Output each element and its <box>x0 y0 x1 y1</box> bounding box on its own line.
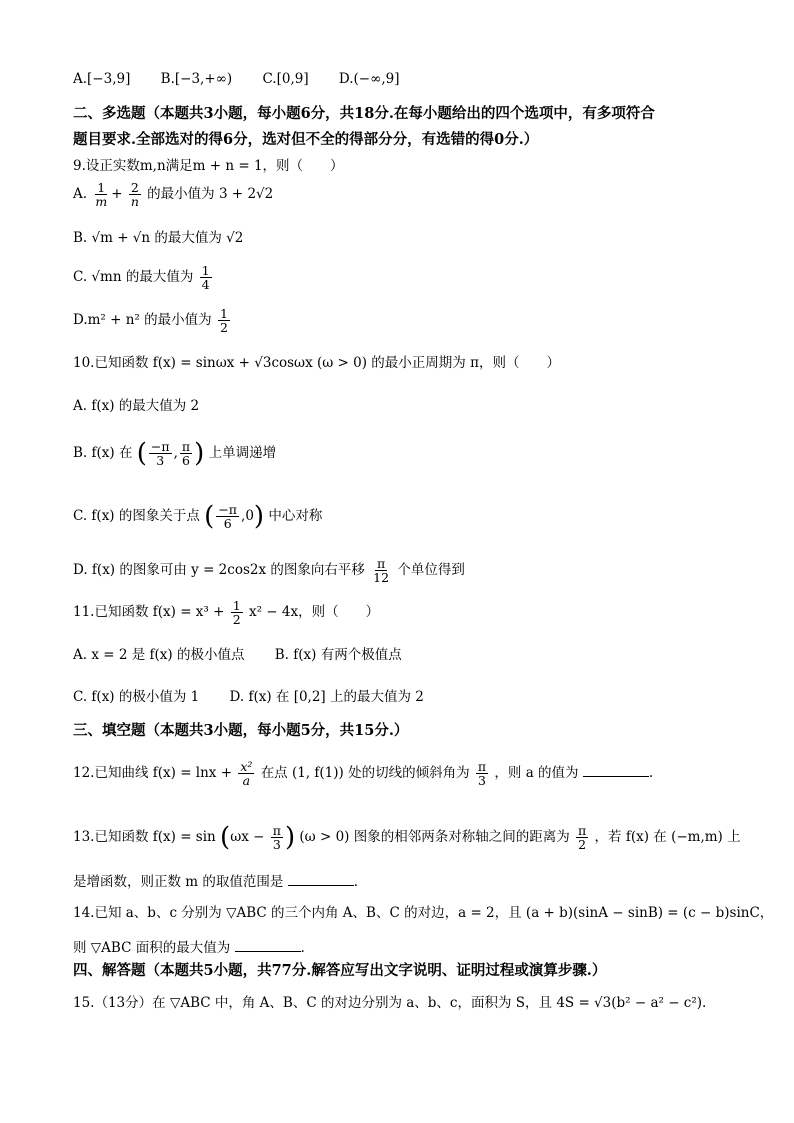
q13-line1: 13.已知函数 f(x) = sin (ωx − $\frac{\pi}{3}$ ) (ω > 0) 图象的相邻两条对称轴之间的距离为 $\frac{\pi}{2}$ ，若 f(x) 在 (−m,m) 上 <box>73 822 741 853</box>
q8-option-b: B.[−3,+∞) <box>160 71 233 87</box>
q9-a-label: A. <box>73 186 88 203</box>
q10-stem: 10.已知函数 f(x) = sinωx + √3cosωx (ω > 0) 的最小正周期为 π，则（ ） <box>73 355 560 371</box>
q13-pre: 13.已知函数 f(x) = sin <box>73 829 216 846</box>
q10-c-text: C. f(x) 的图象关于点 <box>73 508 200 525</box>
q12-frac1: $\frac{\text{x²}}{a}$ <box>240 759 253 789</box>
q9-option-d <box>73 307 232 334</box>
q14-answer-blank[interactable] <box>235 939 301 952</box>
q9-option-b: B. √m + √n 的最大值为 √2 <box>73 230 244 246</box>
q10-d-text: D. f(x) 的图象可由 y = 2cos2x 的图象向右平移 <box>73 562 365 579</box>
q13-line2: 是增函数，则正数 m 的取值范围是 . <box>73 874 358 890</box>
q12: 12.已知曲线 f(x) = lnx + $\frac{\text{x²}}{a}$ 在点 (1, f(1)) 处的切线的倾斜角为 $\frac{\pi}{3}$ ，则 a 的值为 . <box>73 759 654 789</box>
q8-options <box>73 72 426 88</box>
q9-d-text: D.m² + n² 的最小值为 <box>73 312 212 329</box>
q12-post: ，则 a 的值为 <box>494 765 579 782</box>
q11-options-cd <box>73 690 450 706</box>
q14-line1: 14.已知 a、b、c 分别为 ▽ABC 的三个内角 A、B、C 的对边，a = 2，且 (a + b)(sinA − sinB) = (c − b)sinC， <box>73 905 774 921</box>
q10-c-frac: $\frac{-\pi}{6}$ <box>218 502 238 532</box>
section2-header-line1: 二、多选题（本题共3小题，每小题6分，共18分.在每小题给出的四个选项中，有多项符合 <box>73 105 655 122</box>
q14-line2: 则 ▽ABC 面积的最大值为 . <box>73 940 305 956</box>
q9-d-frac: $\frac{1}{2}$ <box>219 306 228 336</box>
q10-option-a: A. f(x) 的最大值为 2 <box>73 398 200 414</box>
q12-mid: 在点 (1, f(1)) 处的切线的倾斜角为 <box>260 765 470 782</box>
q11-option-c: C. f(x) 的极小值为 1 <box>73 689 200 705</box>
q8-option-a: A.[−3,9] <box>73 71 131 87</box>
q11-option-d: D. f(x) 在 [0,2] 上的最大值为 2 <box>229 689 424 705</box>
q13-post: ，若 f(x) 在 (−m,m) 上 <box>594 829 741 846</box>
section3-header: 三、填空题（本题共3小题，每小题5分，共15分.） <box>73 722 409 739</box>
q10-option-c: C. f(x) 的图象关于点 ( $\frac{-\pi}{6}$ ,0) 中心对称 <box>73 501 323 532</box>
section2-header-line2: 题目要求.全部选对的得6分，选对但不全的得部分分，有选错的得0分.） <box>73 131 539 148</box>
q10-b-frac2: $\frac{\pi}{6}$ <box>181 439 191 469</box>
q9-stem: 9.设正实数m,n满足m + n = 1，则（ ） <box>73 158 344 174</box>
q11-frac: $\frac{1}{2}$ <box>232 598 241 628</box>
q11-stem-pre: 11.已知函数 f(x) = x³ + <box>73 604 225 621</box>
q13-answer-blank[interactable] <box>288 873 354 886</box>
q12-pre: 12.已知曲线 f(x) = lnx + <box>73 765 233 782</box>
q9-c-text: C. √mn 的最大值为 <box>73 269 194 286</box>
q10-d-tail: 个单位得到 <box>397 562 465 579</box>
q10-option-d <box>73 557 465 584</box>
q8-option-d: D.(−∞,9] <box>338 71 400 87</box>
q15-stem: 15.（13分）在 ▽ABC 中，角 A、B、C 的对边分别为 a、b、c，面积为 S，且 4S = √3(b² − a² − c²). <box>73 995 707 1011</box>
q10-d-frac: $\frac{\pi}{12}$ <box>373 556 390 586</box>
q9-option-c <box>73 264 214 291</box>
q11-stem-post: x² − 4x，则（ ） <box>248 604 380 621</box>
q13-line2-text: 是增函数，则正数 m 的取值范围是 <box>73 874 284 890</box>
q10-b-text: B. f(x) 在 <box>73 445 133 462</box>
q10-b-frac1: $\frac{-\pi}{3}$ <box>150 439 170 469</box>
q11-option-b: B. f(x) 有两个极值点 <box>274 647 402 663</box>
q9-a-frac2: $\frac{2}{n}$ <box>130 180 139 210</box>
q10-b-tail: 上单调递增 <box>208 445 277 462</box>
q10-c-tail: 中心对称 <box>268 508 323 525</box>
q13-mid: (ω > 0) 图象的相邻两条对称轴之间的距离为 <box>299 829 570 846</box>
q12-answer-blank[interactable] <box>583 764 649 777</box>
q11-stem <box>73 599 379 626</box>
q14-line2-text: 则 ▽ABC 面积的最大值为 <box>73 940 231 956</box>
q9-a-text: 的最小值为 3 + 2√2 <box>147 186 274 203</box>
q11-option-a: A. x = 2 是 f(x) 的极小值点 <box>73 647 245 663</box>
q13-frac2: $\frac{\pi}{2}$ <box>578 823 587 853</box>
q9-c-frac: $\frac{1}{4}$ <box>201 263 210 293</box>
q12-frac2: $\frac{\pi}{3}$ <box>477 759 487 789</box>
q13-frac1: $\frac{\pi}{3}$ <box>272 823 281 853</box>
q10-option-b: B. f(x) 在 ( $\frac{-\pi}{3}$ , $\frac{\pi}{6}$ ) 上单调递增 <box>73 438 277 469</box>
section4-header: 四、解答题（本题共5小题，共77分.解答应写出文字说明、证明过程或演算步骤.） <box>73 962 607 979</box>
q9-a-frac1: $\frac{1}{m}$ <box>95 180 108 210</box>
q8-option-c: C.[0,9] <box>262 71 309 87</box>
q9-option-a: A. $\frac{1}{m}$ + $\frac{2}{n}$ 的最小值为 3 + 2√2 <box>73 180 274 210</box>
q11-options-ab <box>73 648 428 664</box>
